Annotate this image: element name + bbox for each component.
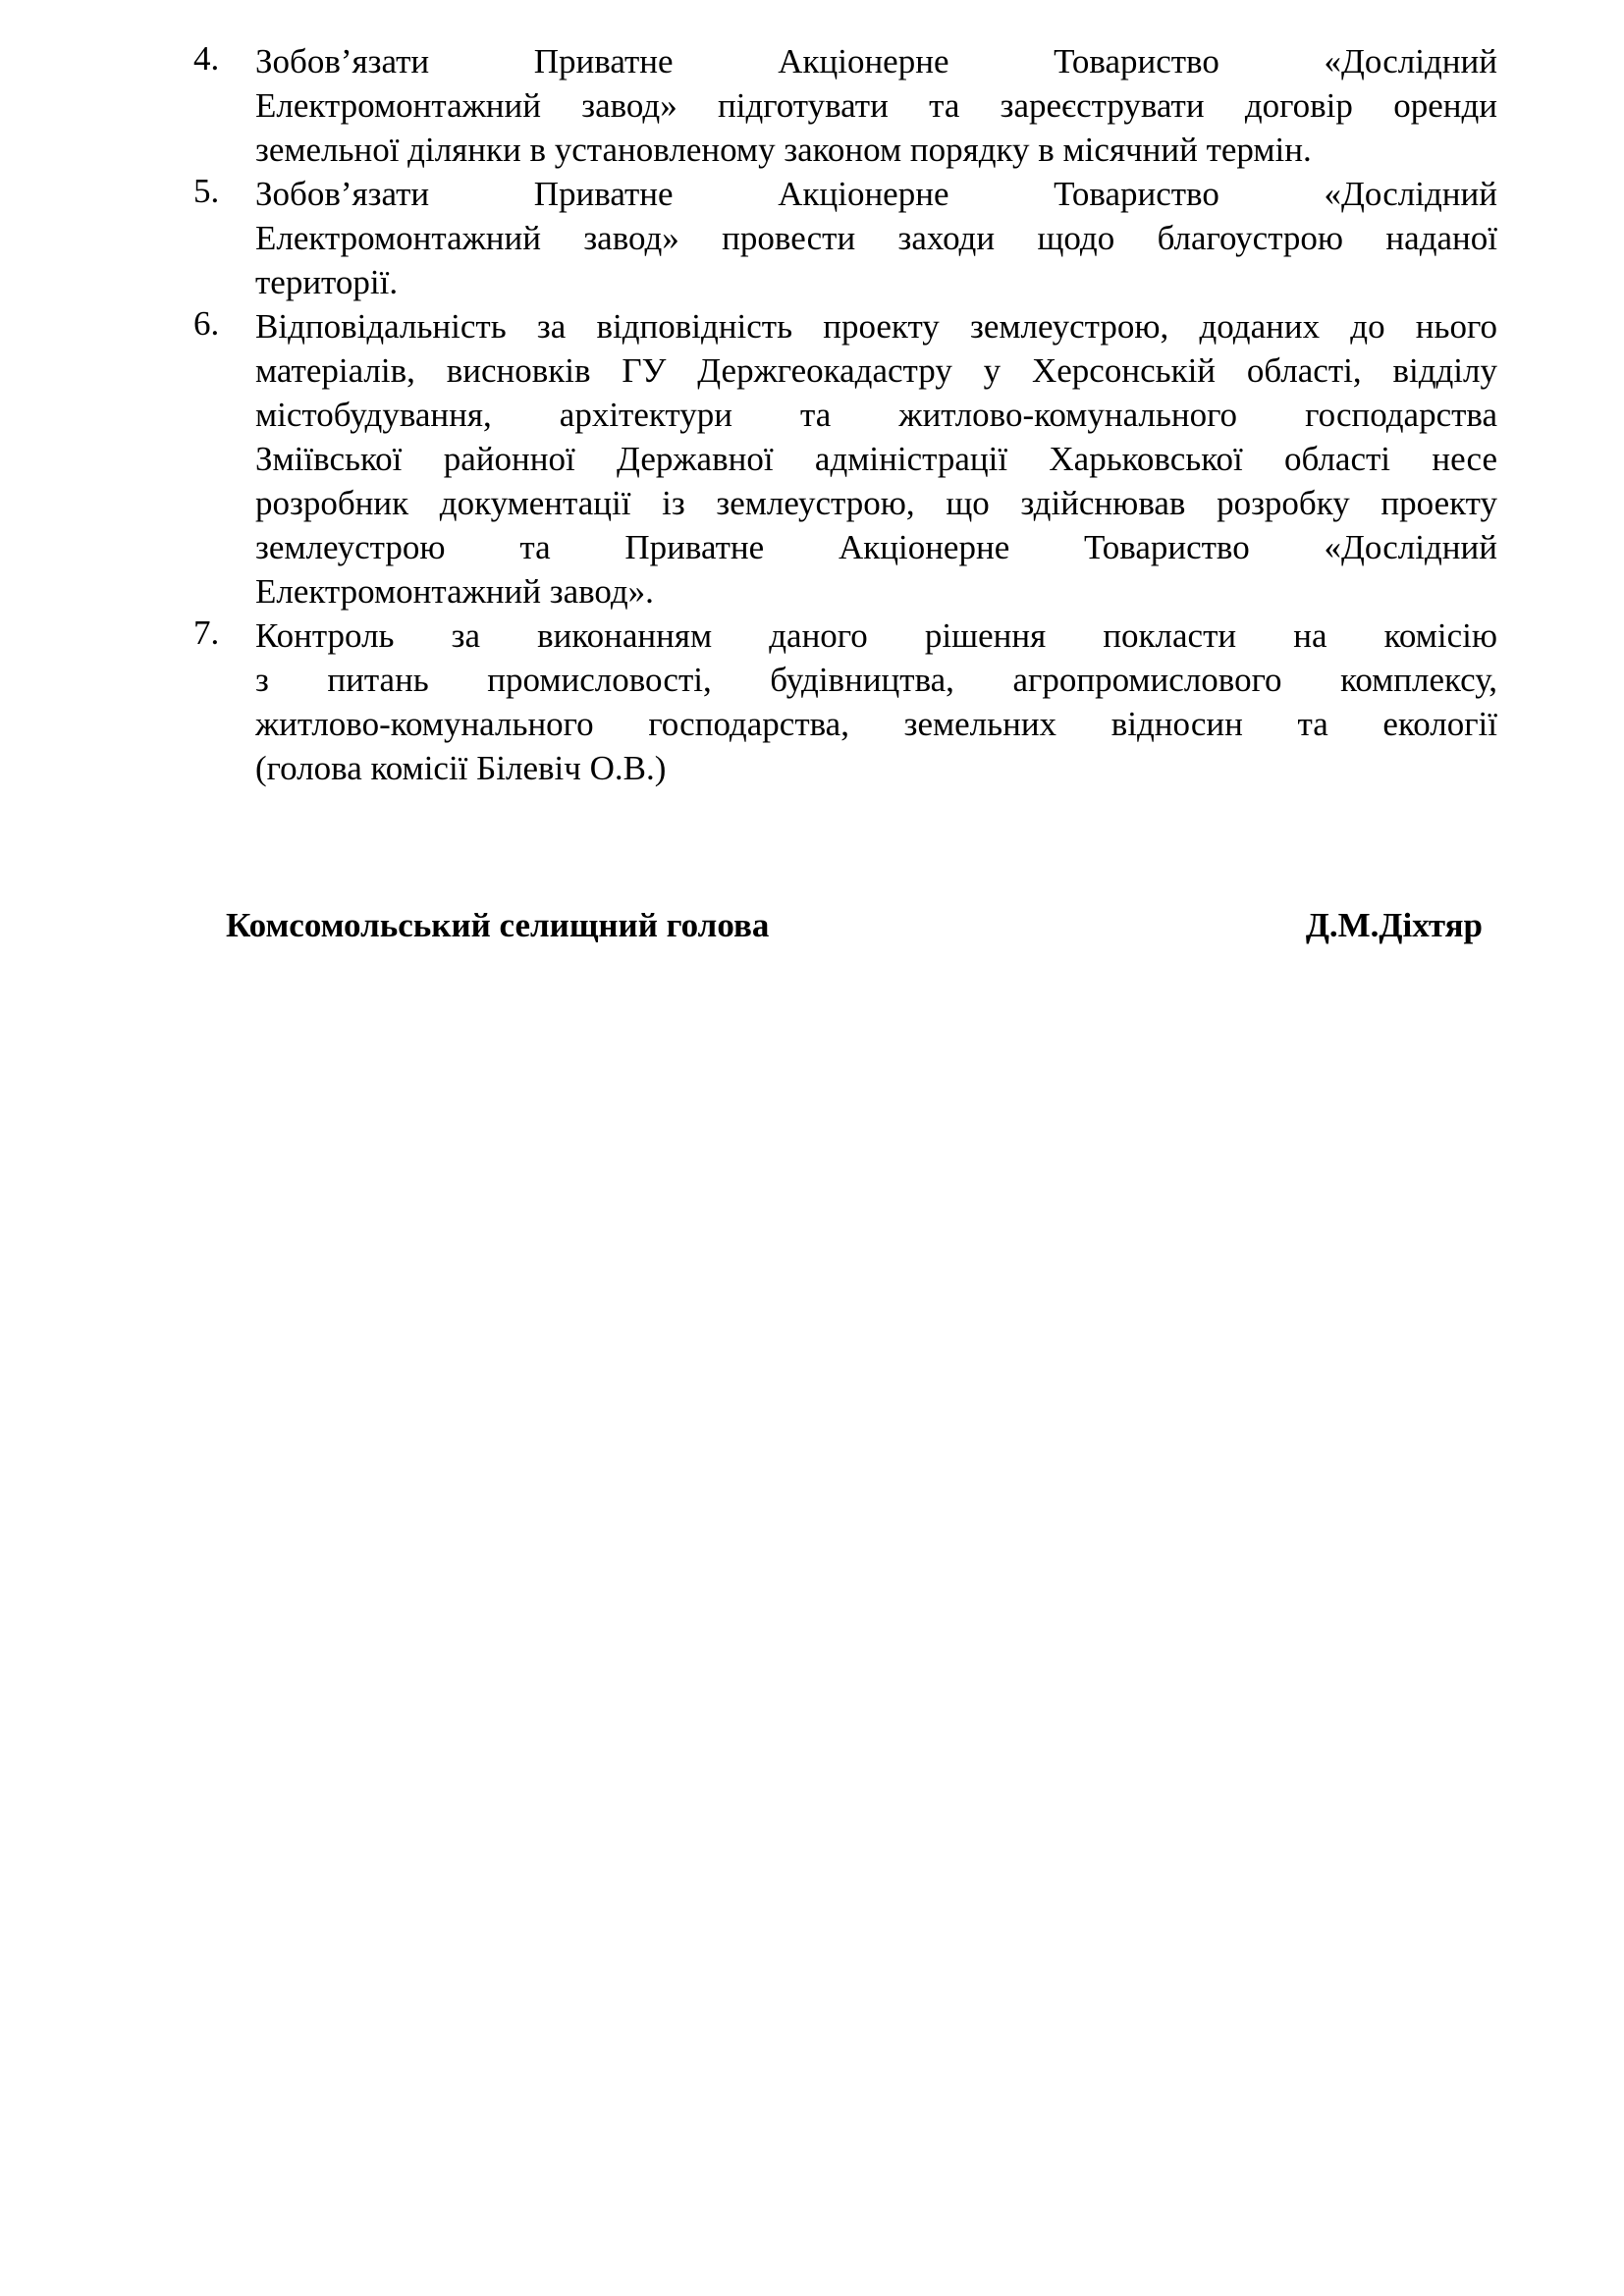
signatory-name: Д.М.Діхтяр (1305, 906, 1483, 944)
item-number: 5. (193, 172, 220, 210)
item-line: Зобов’язати Приватне Акціонерне Товариство «Дослідний (255, 42, 1497, 80)
item-line: землеустрою та Приватне Акціонерне Товариство «Дослідний (255, 528, 1497, 566)
decision-items-list (193, 39, 1497, 790)
item-line: Зміївської районної Державної адміністрації Харьковської області несе (255, 440, 1497, 478)
item-line: розробник документації із землеустрою, що здійснював розробку проекту (255, 484, 1497, 522)
item-line: Відповідальність за відповідність проекту землеустрою, доданих до нього (255, 307, 1497, 346)
item-number: 6. (193, 304, 220, 343)
item-line: Електромонтажний завод» провести заходи щодо благоустрою наданої (255, 219, 1497, 257)
decision-item-7 (193, 614, 1497, 790)
decision-item-4 (193, 39, 1497, 172)
item-line: містобудування, архітектури та житлово-комунального господарства (255, 396, 1497, 434)
item-line: матеріалів, висновків ГУ Держгеокадастру у Херсонській області, відділу (255, 351, 1497, 390)
decision-item-6 (193, 304, 1497, 614)
item-line: (голова комісії Білевіч О.В.) (255, 749, 667, 787)
item-line: Зобов’язати Приватне Акціонерне Товариство «Дослідний (255, 175, 1497, 213)
item-line: Електромонтажний завод». (255, 572, 654, 611)
item-line: Електромонтажний завод» підготувати та зареєструвати договір оренди (255, 86, 1497, 125)
item-line: Контроль за виконанням даного рішення покласти на комісію (255, 616, 1497, 655)
item-line: житлово-комунального господарства, земельних відносин та екології (255, 705, 1497, 743)
item-number: 7. (193, 614, 220, 652)
decision-item-5 (193, 172, 1497, 304)
signature-block (226, 903, 1483, 947)
signatory-position: Комсомольський селищний голова (226, 906, 770, 944)
item-line: з питань промисловості, будівництва, агропромислового комплексу, (255, 661, 1497, 699)
item-line: території. (255, 263, 399, 301)
item-line: земельної ділянки в установленому законом порядку в місячний термін. (255, 131, 1312, 169)
item-number: 4. (193, 39, 220, 78)
